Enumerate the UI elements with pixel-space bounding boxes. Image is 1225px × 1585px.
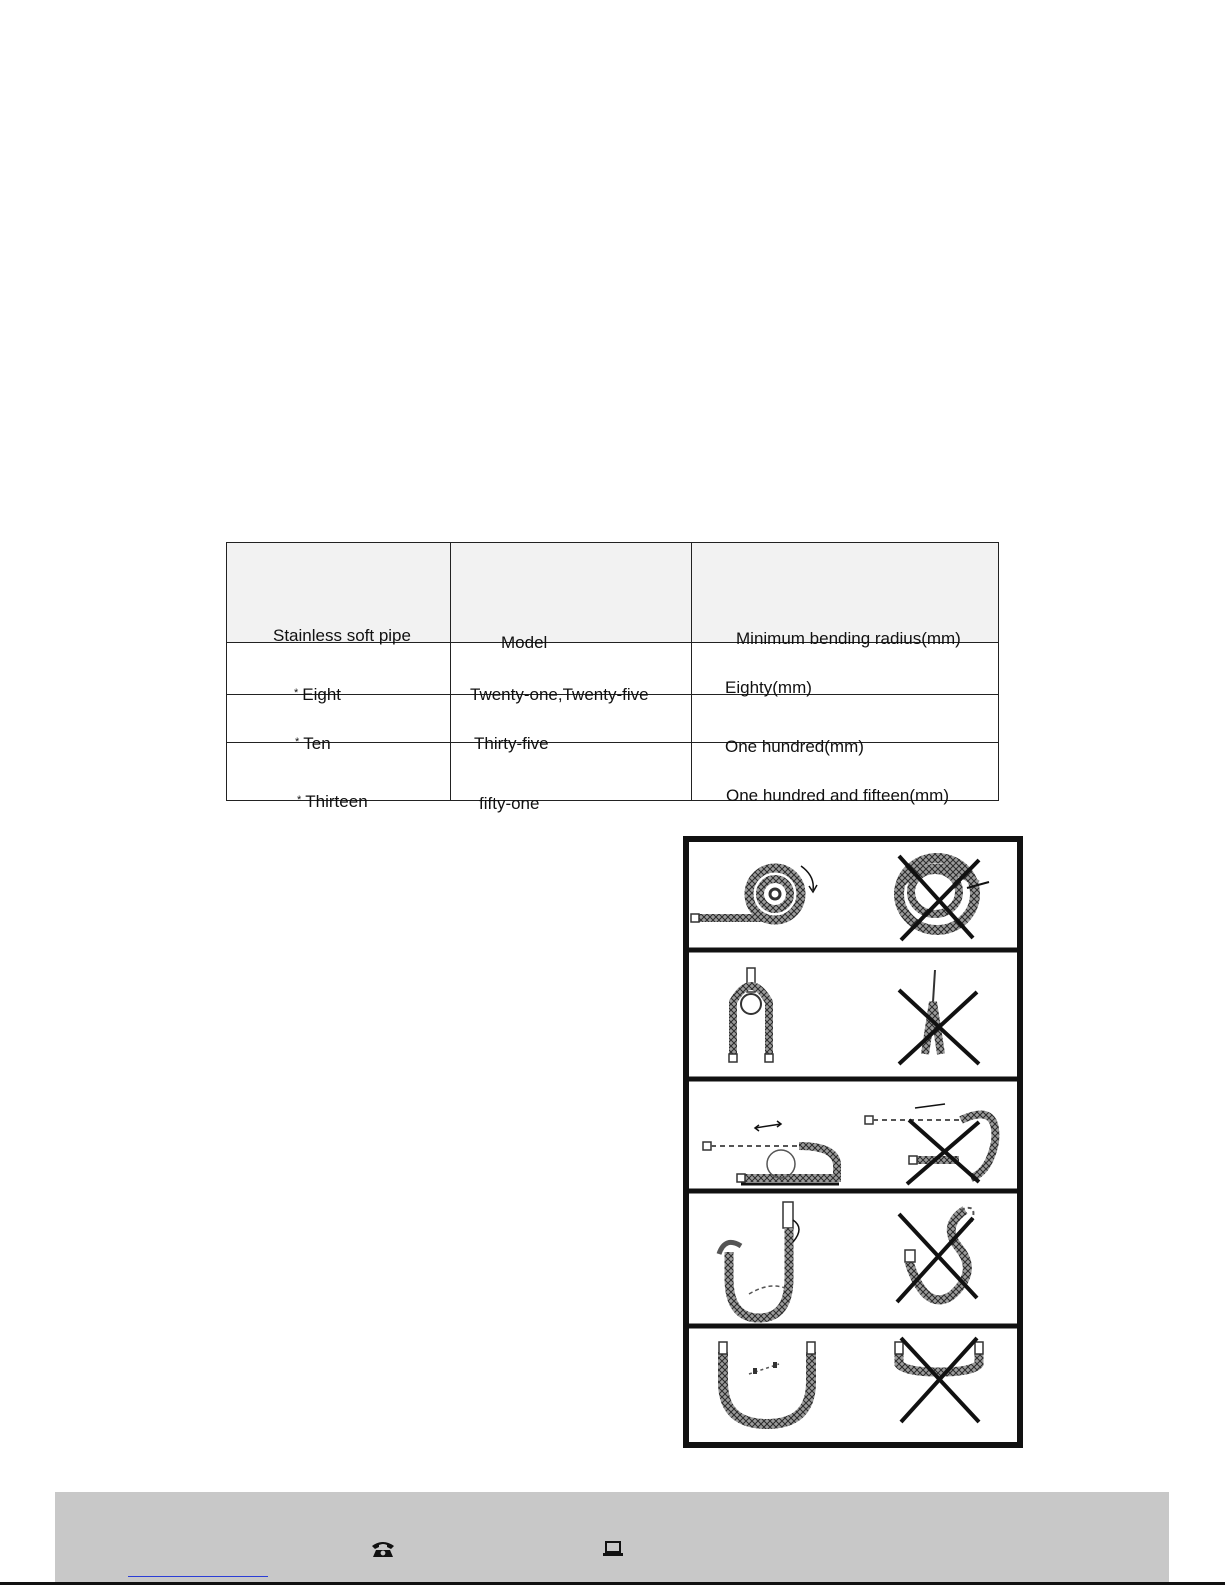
cell-pipe (227, 643, 451, 704)
pulley-correct-icon (729, 968, 773, 1062)
header-model (451, 543, 692, 652)
header-model-label: Model (501, 632, 548, 652)
cell-pipe (227, 743, 451, 811)
radius-value: One hundred and fifteen(mm) (726, 785, 950, 805)
footer-bar (55, 1492, 1169, 1585)
table-row (227, 643, 999, 695)
laptop-icon (603, 1540, 623, 1558)
radius-value: Eighty(mm) (725, 677, 812, 697)
cell-model (451, 643, 692, 704)
table-header-row (227, 543, 999, 643)
radius-value: One hundred(mm) (725, 736, 864, 756)
hang-correct-icon (719, 1342, 815, 1424)
cell-radius (692, 643, 999, 695)
u-bend-correct-icon (719, 1202, 799, 1318)
illustration-drawing (689, 842, 1017, 1442)
pipe-size: Ten (303, 733, 331, 753)
star-mark: * (294, 686, 299, 699)
coil-incorrect-icon (899, 856, 989, 940)
star-mark: * (295, 735, 300, 748)
star-mark: * (297, 793, 302, 806)
table-row (227, 743, 999, 801)
rolling-loop-incorrect-icon (865, 1104, 995, 1184)
model-value: Twenty-one,Twenty-five (470, 684, 649, 704)
header-pipe-label: Stainless soft pipe (273, 625, 411, 645)
cell-radius (692, 695, 999, 756)
bending-radius-table (226, 542, 999, 813)
header-pipe (227, 543, 451, 643)
hang-incorrect-icon (895, 1338, 983, 1422)
pipe-size: Eight (302, 684, 342, 704)
pulley-incorrect-icon (899, 970, 979, 1064)
rolling-loop-correct-icon (703, 1121, 839, 1184)
hose-handling-illustrations (683, 836, 1023, 1448)
header-radius (692, 543, 999, 648)
header-radius-label: Minimum bending radius(mm) (736, 628, 961, 648)
pipe-size: Thirteen (305, 791, 368, 811)
coil-correct-icon (691, 866, 817, 922)
telephone-icon (371, 1540, 395, 1558)
u-bend-incorrect-icon (897, 1208, 977, 1302)
model-value: Thirty-five (474, 733, 549, 753)
link-underline[interactable] (128, 1576, 268, 1577)
model-value: fifty-one (479, 793, 540, 813)
